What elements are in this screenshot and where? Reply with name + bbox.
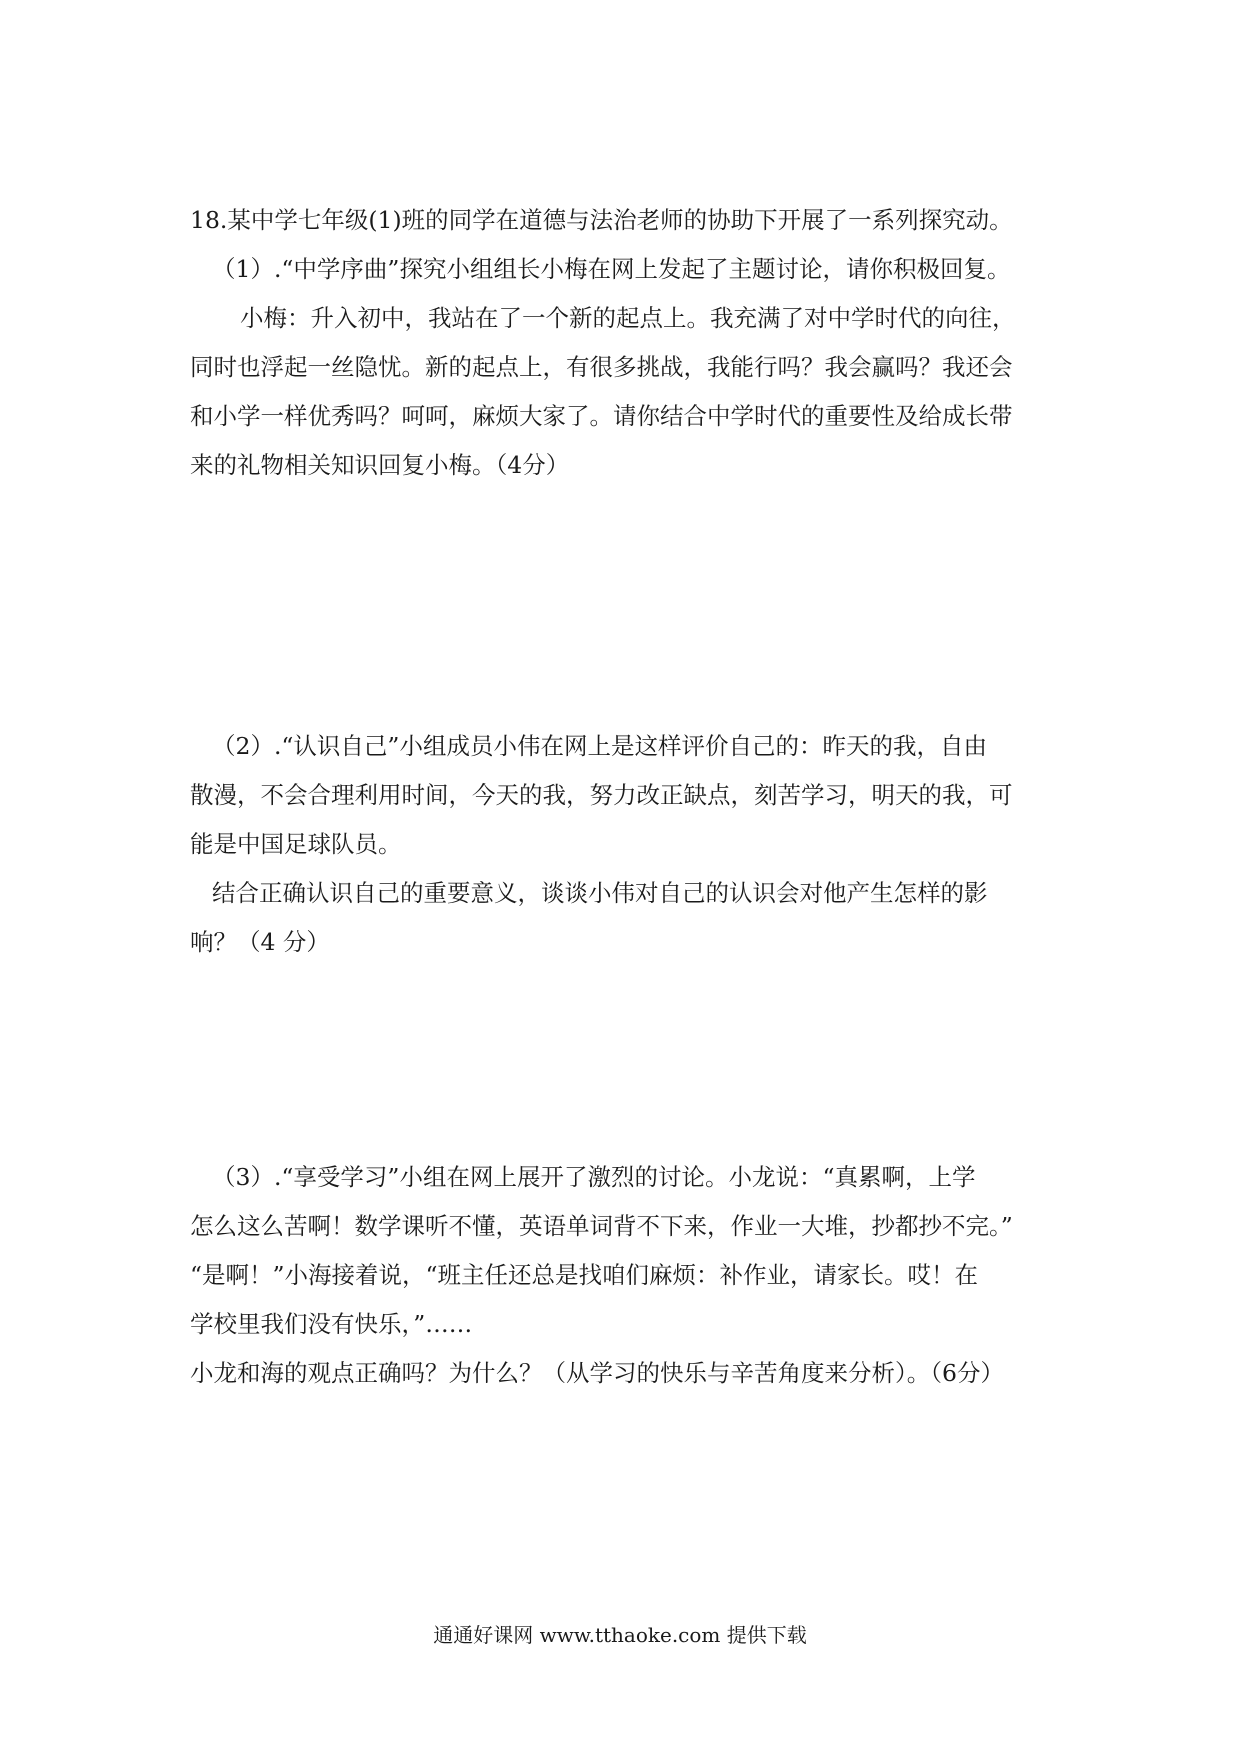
part3-line-3: “是啊！”小海接着说，“班主任还总是找咱们麻烦：补作业，请家长。哎！在 [190, 1261, 979, 1289]
part1-line-2: 同时也浮起一丝隐忧。新的起点上，有很多挑战，我能行吗？我会赢吗？我还会 [190, 353, 1013, 381]
part1-intro: （1）.“中学序曲”探究小组组长小梅在网上发起了主题讨论，请你积极回复。 [212, 255, 1011, 283]
part3-line-1: （3）.“享受学习”小组在网上展开了激烈的讨论。小龙说：“真累啊，上学 [212, 1163, 976, 1191]
part1-line-4: 来的礼物相关知识回复小梅。（4分） [190, 451, 570, 479]
part2-line-2: 散漫，不会合理利用时间，今天的我，努力改正缺点，刻苦学习，明天的我，可 [190, 781, 1013, 809]
question-title: 18.某中学七年级(1)班的同学在道德与法治老师的协助下开展了一系列探究动。 [190, 206, 1013, 234]
part3-line-4: 学校里我们没有快乐，”…… [190, 1310, 473, 1338]
part1-line-1: 小梅：升入初中，我站在了一个新的起点上。我充满了对中学时代的向往， [240, 304, 1016, 332]
part2-line-3: 能是中国足球队员。 [190, 830, 402, 858]
part3-line-2: 怎么这么苦啊！数学课听不懂，英语单词背不下来，作业一大堆，抄都抄不完。” [190, 1212, 1013, 1240]
part2-line-1: （2）.“认识自己”小组成员小伟在网上是这样评价自己的：昨天的我，自由 [212, 732, 987, 760]
part2-line-4: 结合正确认识自己的重要意义，谈谈小伟对自己的认识会对他产生怎样的影 [212, 879, 988, 907]
part2-line-5: 响？（4 分） [190, 928, 330, 956]
page-footer: 通通好课网 www.tthaoke.com 提供下载 [433, 1623, 807, 1647]
part3-line-5: 小龙和海的观点正确吗？为什么？（从学习的快乐与辛苦角度来分析）。（6分） [190, 1359, 1004, 1387]
part1-line-3: 和小学一样优秀吗？呵呵，麻烦大家了。请你结合中学时代的重要性及给成长带 [190, 402, 1013, 430]
